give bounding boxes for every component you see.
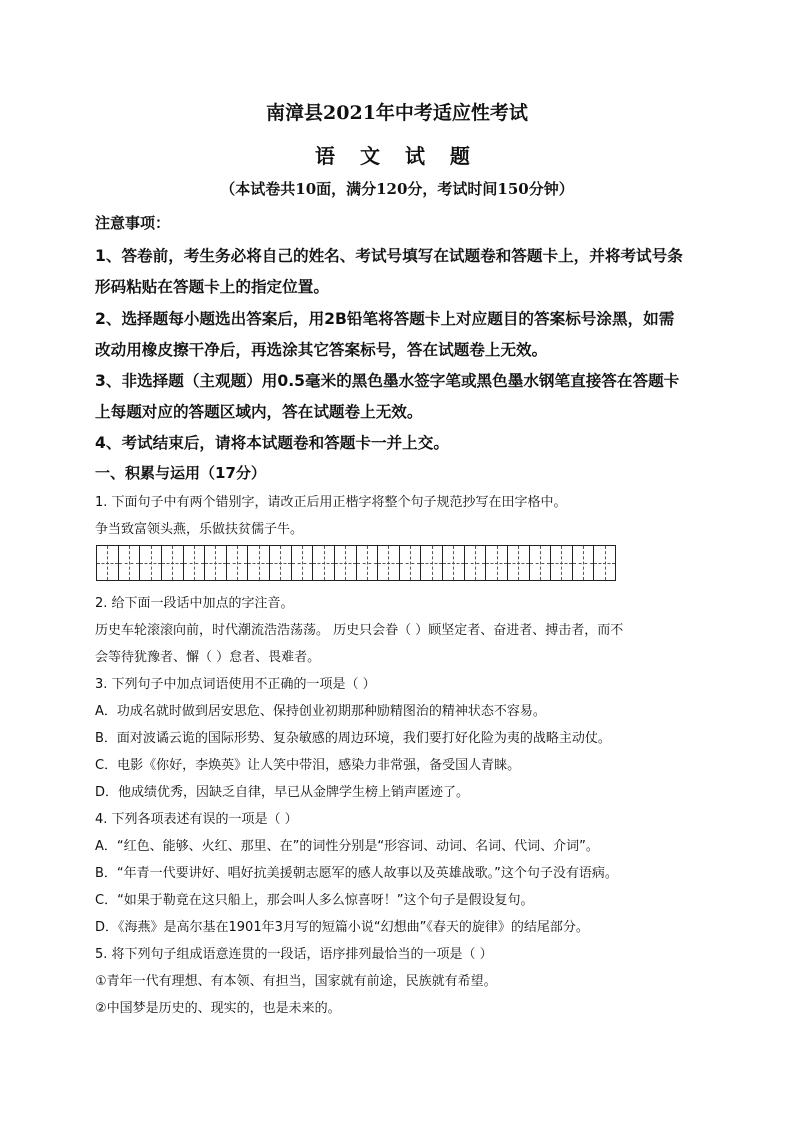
q4-option-b: B．“年青一代要讲好、唱好抗美援朝志愿军的感人故事以及英雄战歌。”这个句子没有语病。 [95, 866, 618, 881]
notice-line-5: 3、非选择题（主观题）用0.5毫米的黑色墨水签字笔或黑色墨水钢笔直接答在答题卡 [95, 372, 680, 390]
notice-line-4: 改动用橡皮擦干净后，再选涂其它答案标号，答在试题卷上无效。 [95, 341, 548, 359]
grid-cell[interactable] [227, 546, 249, 580]
grid-cell[interactable] [530, 546, 552, 580]
exam-info: （本试卷共10面，满分120分，考试时间150分钟） [220, 180, 574, 198]
grid-cell[interactable] [421, 546, 443, 580]
grid-cell[interactable] [335, 546, 357, 580]
notice-heading: 注意事项： [95, 214, 171, 232]
grid-cell[interactable] [443, 546, 465, 580]
grid-cell[interactable] [400, 546, 422, 580]
grid-cell[interactable] [551, 546, 573, 580]
notice-line-1: 1、答卷前，考生务必将自己的姓名、考试号填写在试题卷和答题卡上，并将考试号条 [95, 247, 683, 265]
grid-cell[interactable] [184, 546, 206, 580]
q1-sentence: 争当致富领头燕，乐做扶贫儒子牛。 [95, 522, 304, 537]
grid-cell[interactable] [119, 546, 141, 580]
grid-cell[interactable] [248, 546, 270, 580]
q4-option-a: A．“红色、能够、火红、那里、在”的词性分别是“形容词、动词、名词、代词、介词”。 [95, 839, 599, 854]
grid-cell[interactable] [573, 546, 595, 580]
grid-cell[interactable] [465, 546, 487, 580]
exam-title: 南漳县2021年中考适应性考试 [266, 102, 528, 124]
grid-cell[interactable] [357, 546, 379, 580]
q2-prompt: 2. 给下面一段话中加点的字注音。 [95, 596, 294, 611]
q3-option-b: B．面对波谲云诡的国际形势、复杂敏感的周边环境，我们要打好化险为夷的战略主动仗。 [95, 731, 611, 746]
q2-passage-line-1: 历史车轮滚滚向前，时代潮流浩浩荡荡。 历史只会眷（ ）顾坚定者、奋进者、搏击者，而不 [95, 623, 624, 638]
grid-cell[interactable] [97, 546, 119, 580]
q4-option-d: D．《海燕》是高尔基在1901年3月写的短篇小说“幻想曲”《春天的旋律》的结尾部分。 [95, 920, 589, 935]
notice-line-3: 2、选择题每小题选出答案后，用2B铅笔将答题卡上对应题目的答案标号涂黑，如需 [95, 310, 675, 328]
grid-cell[interactable] [162, 546, 184, 580]
grid-cell[interactable] [313, 546, 335, 580]
q5-prompt: 5. 将下列句子组成语意连贯的一段话，语序排列最恰当的一项是（ ） [95, 947, 493, 962]
q2-passage-line-2: 会等待犹豫者、懈（ ）怠者、畏难者。 [95, 650, 321, 665]
q3-option-a: A．功成名就时做到居安思危、保持创业初期那种励精图治的精神状态不容易。 [95, 704, 546, 719]
q5-item-1: ①青年一代有理想、有本领、有担当，国家就有前途，民族就有希望。 [95, 974, 497, 989]
grid-cell[interactable] [140, 546, 162, 580]
q3-option-d: D．他成绩优秀，因缺乏自律，早已从金牌学生榜上销声匿迹了。 [95, 785, 470, 800]
q4-option-c: C．“如果于勒竟在这只船上，那会叫人多么惊喜呀！”这个句子是假设复句。 [95, 893, 534, 908]
q5-item-2: ②中国梦是历史的、现实的，也是未来的。 [95, 1001, 341, 1016]
subject-title: 语 文 试 题 [315, 144, 479, 168]
grid-cell[interactable] [486, 546, 508, 580]
grid-cell[interactable] [508, 546, 530, 580]
section-heading: 一、积累与运用（17分） [95, 464, 266, 482]
grid-cell[interactable] [292, 546, 314, 580]
grid-cell[interactable] [378, 546, 400, 580]
grid-cell[interactable] [594, 546, 615, 580]
notice-line-2: 形码粘贴在答题卡上的指定位置。 [95, 278, 329, 296]
q1-prompt: 1. 下面句子中有两个错别字，请改正后用正楷字将整个句子规范抄写在田字格中。 [95, 495, 567, 510]
q3-option-c: C．电影《你好，李焕英》让人笑中带泪，感染力非常强，备受国人青睐。 [95, 758, 521, 773]
notice-line-7: 4、考试结束后，请将本试题卷和答题卡一并上交。 [95, 434, 449, 452]
grid-cell[interactable] [205, 546, 227, 580]
grid-cell[interactable] [270, 546, 292, 580]
q3-prompt: 3. 下列句子中加点词语使用不正确的一项是（ ） [95, 677, 376, 692]
notice-line-6: 上每题对应的答题区域内，答在试题卷上无效。 [95, 403, 423, 421]
answer-grid[interactable] [96, 545, 616, 581]
q4-prompt: 4. 下列各项表述有误的一项是（ ） [95, 812, 298, 827]
